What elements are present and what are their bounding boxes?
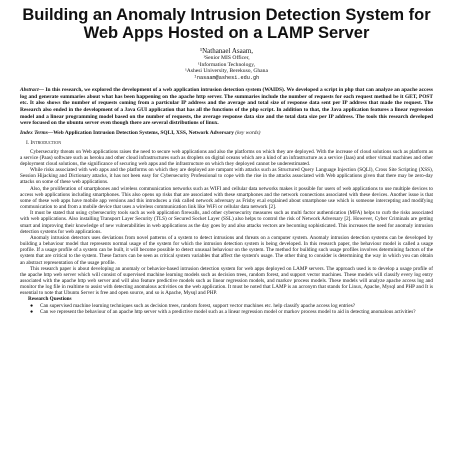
index-terms-note: (key words) [235,129,261,136]
body-paragraph: Anomaly intrusion detectors uses deviations from novel patterns of a system to detect intrusions and threats on a computer system. Anomaly intrusion detection systems can be developed by building a behaviour model that represents normal usage of the system for which the intrusion detection system is being developed. In this research paper, the behaviour model is called a usage profile. If a usage profile of a system can be built, it will become possible to detect unusual behaviour on the system. The method for building such usage profiles involves determining factors of the system that are critical to the system. These factors can be seen as critical system variables that affect the system's usage. The other thing to consider is determining the way in which you can obtain an abstract representation of the usage profile. [20,234,433,266]
index-terms-label: Index Terms— [20,129,54,136]
abstract-text: In this research, we explored the development of a web application intrusion detection system (WAIDS). We developed a script in php that can analyze an apache access log and generate summaries about what has been happening on the apache http server. The summaries include the number of requests for each request method be it GET, POST etc. It also shows the number of requests coming from a particular IP address and the average and total size of response data sent per IP address that made the request. The Research also ended in the development of a Java GUI application that has all the functions of the php script. In addition to that, the Java application features a linear regression model and a linear programming model based on the number of requests, the average response data size and the total data size per IP address. The tools this research developed were focused on the ubuntu server even though there are several distributions of linux. [20,87,433,127]
body-paragraph: This research paper is about developing an anomaly or behavior-based intrusion detection system for web apps deployed on LAMP servers. The approach used is to develop a usage profile of the apache http web server which will consist of supervised machine learning models such as decision trees, random forest, and support vector machines. These models will classify every log entry associated with the apache http web server and will also feature predictive models such as linear regression models, and markov process models. These models will analyze apache access log and monitor the log file in realtime to assist with detecting anomalous activities on the web application. It must be noted that LAMP is an acronym that stands for Linux, Apache, Mysql and PHP and It is essential to note that Ubuntu Server is free and open source, and so is Apache, Mysql and PHP. [20,265,433,297]
author-email[interactable]: ¹nasaam@ashesi.edu.gh [193,74,260,81]
author-affiliation-2: ¹Information Technology, [197,61,256,68]
body-paragraph: Also, the proliferation of smartphones and wireless communication networks such as WIFI and cellular data networks makes it possible for users of web applications to use multiple devices to access web applications including smartphones. This also opens up risks that are associated with these smartphones and the network connections associated with these devices. Another issue is that some of these web apps have mobile app versions and this introduces a risk called network adversary as Frisby et.al explained about smartphone use which is someone intercepting and modifying communication to and from a mobile device that uses a wireless communication link like WiFi or cellular data network [2]. [20,185,433,211]
index-terms [20,130,433,137]
index-terms-text: Web Application Intrusion Detection Systems, SQLI, XSS, Network Adversary [53,129,236,136]
research-questions-list [20,303,433,315]
bullet-icon: ● [30,308,34,315]
section-number: I. [26,140,30,147]
list-item-text: Can supervised machine learning techniques such as decision trees, random forest, support vector machines etc. help classify apache access log entries? [40,302,356,309]
research-questions-heading: Research Questions [28,296,72,303]
paper-title: Building an Anomaly Intrusion Detection System for Web Apps Hosted on a LAMP Server [22,6,431,42]
body-paragraph: It must be stated that using cybersecurity tools such as web application firewalls, and other cybersecurity measures such as multi factor authentication (MFA) helps to curb the risks associated with web applications. Also installing Transport Layer Security (TLS) or Secured Socket Layer (SSL) also helps to control the risk of Network Adversary [2]. However, Cyber Criminals are getting smart and improving their knowledge of new vulnerabilities in web applications as the day goes by and also attacks vectors are becoming sophisticated. This increases the need for anomaly intrusion detection systems for web applications. [20,210,433,235]
list-item-text: Can we represent the behaviour of an apache http server with a predictive model such as a linear regression model or markov process model to aid in detecting anomalous activities? [40,308,416,315]
list-item [30,308,433,315]
author-block [20,47,433,81]
author-affiliation-1: ¹Senior MIS Officer, [203,55,250,61]
section-title: Introduction [30,140,62,147]
body-paragraph: While risks associated with web apps and the platforms on which they are deployed are rampant with attacks such as Structured Query Language Injection (SQLI), Cross Site Scripting (XSS), Session Hijacking and Dictionary attacks, it has not been easy for Cybersecurity Professional to cope with the rise in the attacks associated with Web applications given that there may be zero-day attacks on some of these web applications. [20,167,433,186]
abstract-label: Abstract— [20,87,44,94]
section-heading [26,140,433,147]
author-name: ¹Nathanael Asaam, [199,47,254,55]
abstract [20,87,433,126]
author-affiliation-3: ¹Ashesi University, Berekuso, Ghana [185,68,268,75]
body-paragraph: Cybersecurity threats on Web applications raises the need to secure web applications and also the platforms on which they are deployed. With the increase of cloud solutions such as platform as a service (Paas) software such as heroku and other cloud infrastructures such as droplets on digital oceans which are a kind of an infrastructure as a service (Iaas) and other virtual machines and other deployment cloud solutions, the significance of securing web apps and the infrastructure on which they deployed cannot be underestimated. [20,148,433,168]
bullet-icon: ● [30,302,34,309]
